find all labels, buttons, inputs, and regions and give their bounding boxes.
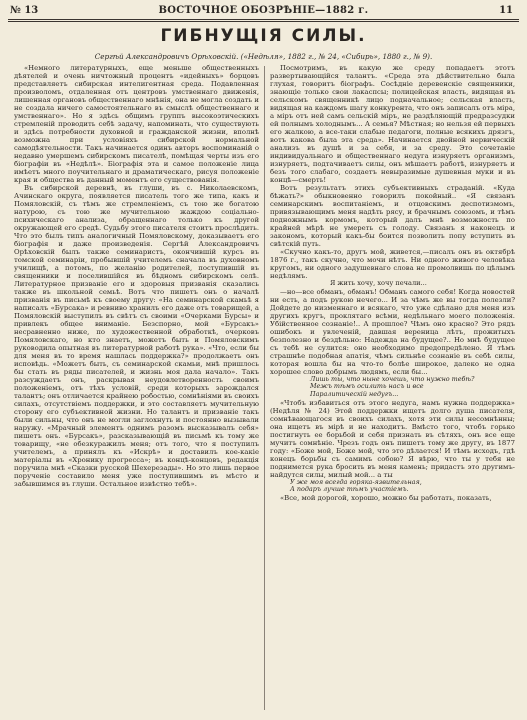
verse-line: Паралитическій недугъ... <box>310 389 399 398</box>
paragraph: «Чтобъ избавиться отъ этого недуга, намъ нужна поддержка» (Недѣля № 24) Этой поддержки ищетъ долго душа писателя, сомнѣвающагося въ своихъ силахъ, хотя эти силы несомнѣнны; она ищетъ въ мірѣ и не находитъ. Вмѣсто того, чтобъ горько постигнуть ее борьбой и себя признать въ сѣтяхъ, онъ все еще мучитъ сомнѣніе. Чрезъ годъ онъ пишетъ тому же другу, въ 1877 году: «Боже мой, Боже мой, что это дѣлается! И тѣмъ исходъ, гдѣ конецъ борьбы съ самимъ собою? Я вѣрю, что ты у тебя не поднимется рука бросить въ меня камень; придастъ это другимъ-найдутся силы, милый мой... а ты <box>270 398 515 479</box>
header-rule-double <box>8 21 519 22</box>
paragraph: «Все, мой дорогой, хорошо, можно бы работать, показать, <box>280 493 492 502</box>
paragraph: Вотъ результатъ этихъ субъективныхъ страданій. «Куда бѣжать?» обыкновенно говорилъ покойный.. «Я связанъ семинарскимъ воспитаніемъ, и отцовскимъ деспотизмомъ, привязывающимъ меня надѣть рясу, и брачнымъ союзомъ, и тѣмъ подножнымъ кормомъ, который далъ мнѣ возможность по крайней мѣрѣ не умереть съ голоду. Связанъ я наконецъ и закономъ, который какъ-бы боится позволить попу вступить въ свѣтскій путь. <box>270 184 515 248</box>
paragraph: —но—все обманъ, обманъ! Обманъ самого себя! Когда новостей ни есть, а подъ рукою нечего... И за чѣмъ же вы тогда полезли? Дойдете до низменнаго и всякаго, что уже сдѣлано для меня изъ другихъ кругъ, проклятаго всѣми, недѣльнаго моего положенія. Убійственное сознаніе!.. А прошлое? Чѣмъ оно красно? Это рядъ ошибокъ и увлеченій, давшая вереница лѣтъ, прожитыхъ безполезно и бездѣльно: Надежда на будущее?.. Но мнѣ будущее съ тебѣ не сулится: оно необходимо предопредѣлено. Я тѣмъ страшнѣе подобная апатія, чѣмъ сильнѣе сознаніе въ себѣ силы, которая вошла бы на что-то болѣе широкое, далеко не одна хорошее слово добрымъ людямъ, если бы... <box>270 287 515 376</box>
page-number: 11 <box>499 5 513 16</box>
verse-line: Я жить хочу, хочу печали... <box>330 279 427 287</box>
column-divider <box>264 66 265 710</box>
right-column <box>270 64 515 714</box>
left-column <box>14 64 259 714</box>
verse-line: Лишь ты, что ныне хочешь, что нужно тебѣ? <box>310 374 475 383</box>
verse-line: У же моя всегда горяка-язвительная, <box>290 477 422 486</box>
article-title: ГИБНУЩІЯ СИЛЫ. <box>160 26 367 46</box>
issue-number: № 13 <box>10 5 39 16</box>
page-header <box>8 3 519 19</box>
journal-title: ВОСТОЧНОЕ ОБОЗРѢНІЕ—1882 г. <box>158 5 369 16</box>
verse-line: А подаръ лучше тѣмъ участіемъ. <box>290 485 409 494</box>
paragraph: «Немного литературныхъ, еще меньше общественныхъ дѣятелей и очень ничтожный процентъ «идейныхъ» борцовъ представляетъ сибирская интелигентная среда. Подавленная произволомъ, отдаленная отъ центровъ умственнаго движенія, лишенная органовъ общественнаго мнѣнія, она не могла создать и не создала ничего самостоятельнаго въ смыслѣ общественнаго и умственнаго». Но я здѣсь общимъ группъ высокоэтическихъ стремленій проводить себѣ задачу, напоминать, что существують и здѣсь потребности духовной и гражданской жизни, вполнѣ возможна при условіяхъ сибирской нормальной самодѣятельности. Такъ начинается одинъ авторъ воспоминаній о недавно умершемъ сибирскомъ писателѣ, помѣщая черты изъ его біографіи въ «Недѣлѣ». Біографія эта и самое положеніе лица имѣетъ много поучительнаго и драматическаго, рисуя положеніе края и общества въ данный моментъ его существованія. <box>14 64 259 184</box>
paragraph: Въ сибирской деревнѣ, въ глуши, въ с. Николаевскомъ, Ачинскаго округа, появляется писатель того же типа, какъ и Помяловскій, съ тѣмъ же стремленіемъ, съ тою же богатою натурою, съ тою же мучительною жаждою соціально-психическаго анализа, обращеннаго только къ другой окружающей его средѣ. Судьбу этого писателя стоитъ прослѣдить. Что это былъ типъ аналогичный Помяловскому, доказываетъ его біографія и даже произведенія. Сергѣй Александровичъ Орѣховскій былъ также семинаристъ, окончившій курсъ въ томской семинаріи, пробывшій учителемъ сначала въ духовномъ училищѣ, а потомъ, по желанію родителей, поступившій въ священники и поселившійся въ бѣдномъ сибирскомъ селѣ. Литературное призваніе его и здоровыя призванія сказались также въ школьной семьѣ. Вотъ что пишетъ онъ о началѣ призванія въ письмѣ къ своему другу: «На семинарской скамьѣ я написалъ «Бурсака» и ревниво хранилъ его даже отъ товарищей, а Помяловскій выступилъ въ свѣтъ съ своими «Очерками Бурсы» и привлекъ общее вниманіе. Безспорно, мой «Бурсакъ» несравненно ниже, по художественной обработкѣ, очерковъ Помяловскаго, но кто знаетъ, можетъ быть и Помяловскимъ руководила опытная въ литературной работѣ рука». «Что, если бы для меня въ то время нашлась поддержка?» продолжаетъ онъ исповѣдь. «Можетъ быть, съ семинарской скамьи, мнѣ пришлось бы стать въ ряды писателей, и жизнь моя дала начало». Такъ разсуждаетъ онъ, раскрывая неудовлетворенность своимъ положеніемъ, отъ тѣхъ условій, среди которыхъ зарождался талантъ; онъ отличается крайнею робостью, сомнѣніями въ своихъ силахъ, отсутствіемъ поддержки, и это составляетъ мучительную сторону его субъективной жизни. Но талантъ и призваніе такъ были сильны, что онъ не могли заглохнуть и постоянно вызывали наружу. «Мрачный элементъ однимъ разомъ высказывалъ себя» пишетъ онъ. «Бурсакъ», разсказывающій въ письмѣ къ тому же товарищу, «не обезкуражилъ меня; отъ того, что я поступилъ учителемъ, а принялъ къ «Искрѣ» и доставилъ кое-какіе матеріалы въ «Хронику прогресса»; въ концѣ-концовъ, редакція поручила мнѣ «Сказки русской Шехерезады». Но это лишь первое порученіе составило меня уже поступившимъ въ мѣсто и забывшимся въ глуши. Остальное извѣстно тебѣ». <box>14 184 259 488</box>
verse-line: Межъ тѣмъ осилить насъ и все <box>310 382 424 391</box>
article-byline: Сергѣй Александровичъ Орѣховскій. («Недѣля», 1882 г., № 24, «Сибирь», 1880 г., № 9). <box>94 52 433 61</box>
paragraph: «Скучно какъ-то, другъ мой, живется,—писалъ онъ въ октябрѣ 1876 г., такъ скучно, что мочи нѣтъ. Ни одного живого человѣка кругомъ, ни одного задушевнаго слова не промолвишь по цѣлымъ недѣлямъ. <box>270 248 515 280</box>
header-rule <box>8 19 519 20</box>
paragraph: Посмотримъ, въ какую же среду попадаетъ этотъ развертывающійся талантъ. «Среда эта дѣйствительно была глухая, говоритъ біографъ. Сосѣдніе деревенскіе священники, знающіе только свои лакаспсы; полицейская власть, видящая въ сельскомъ священникѣ лицо подначальное; сельская власть, видящая на каждомъ шагу конкурента, что онъ записалъ отъ міра, а міръ отъ ней самъ сельскій міръ, не раздѣляющій предразсудки ей полнымъ холоднымъ... А семья? Мѣстная; но нельзя ей первыхъ его жалкою, а все-таки слабые педагоги, полные всякихъ дрязгъ, вотъ какова была эта среда». Начинается двойной нервическій анализъ въ душѣ и за себя, и за среду. Это сочетаніе индивидуальнаго и общественнаго недуга изнуряетъ организмъ, изнуряетъ, подтачиваетъ силы, онъ мѣшаетъ работѣ, изнуряетъ и безъ того слабаго, создаетъ невыразимые душевныя муки и въ концѣ—смерть! <box>270 64 515 184</box>
